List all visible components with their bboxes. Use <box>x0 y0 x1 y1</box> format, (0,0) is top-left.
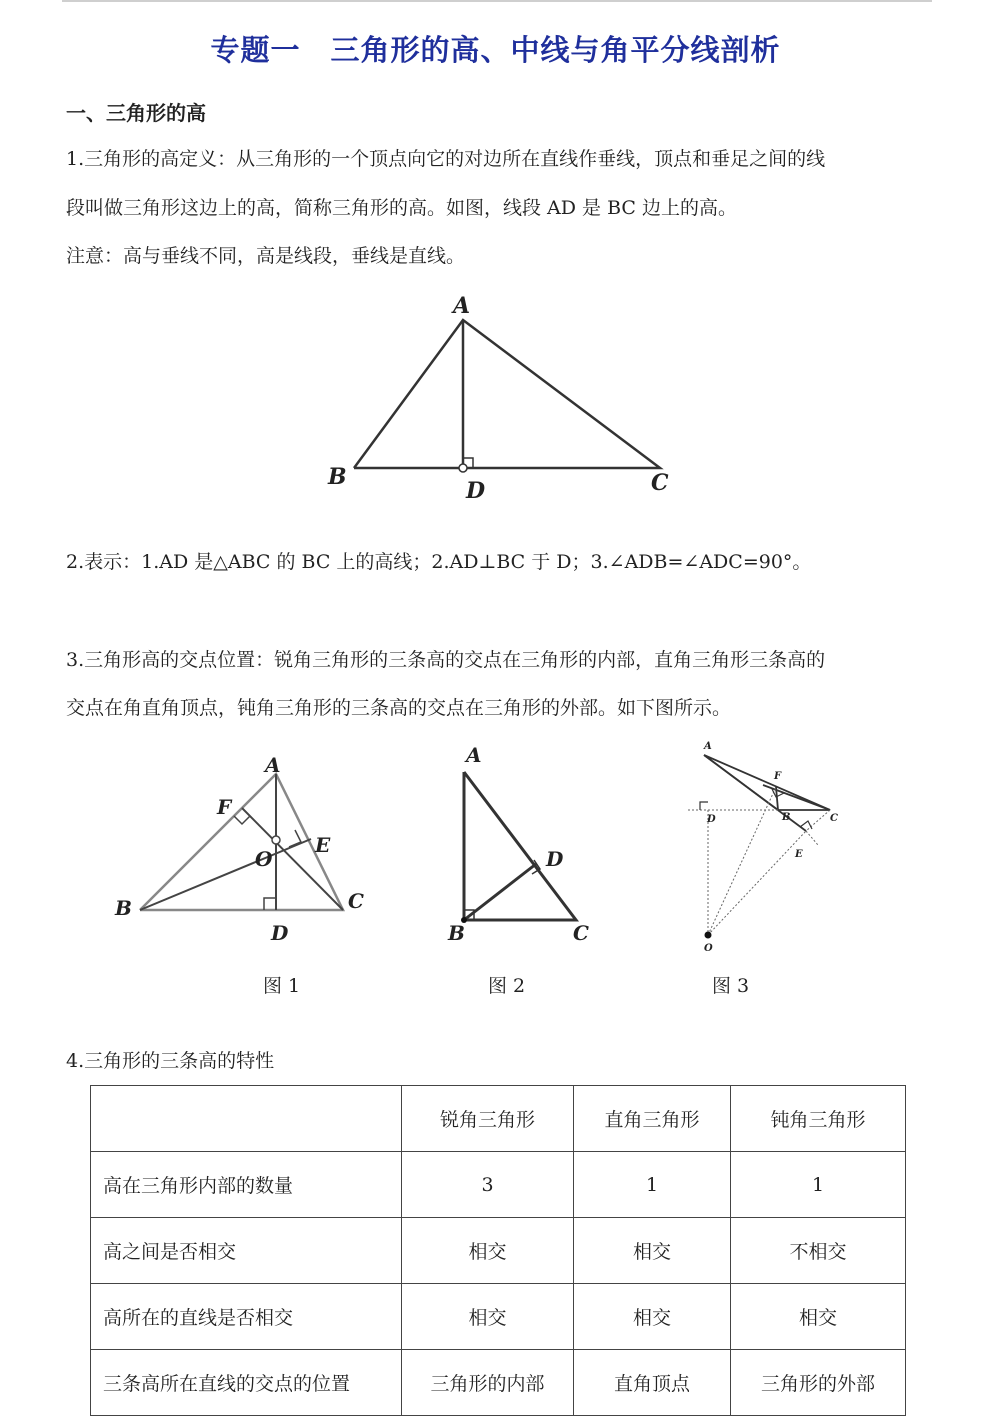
fig2-label-A: A <box>466 743 482 767</box>
table-cell: 相交 <box>402 1218 574 1284</box>
section-heading: 一、三角形的高 <box>66 101 206 125</box>
properties-heading: 4.三角形的三条高的特性 <box>66 1050 275 1072</box>
intersection-line-2: 交点在角直角顶点，钝角三角形的三条高的交点在三角形的外部。如下图所示。 <box>66 697 732 719</box>
table-cell: 不相交 <box>731 1218 906 1284</box>
table-cell: 相交 <box>731 1284 906 1350</box>
notation-text: 2.表示：1.AD 是△ABC 的 BC 上的高线；2.AD⊥BC 于 D；3.∠ADB=∠ADC=90°。 <box>66 551 812 573</box>
header-cell: 锐角三角形 <box>402 1086 574 1152</box>
fig2-label-D: D <box>546 847 564 871</box>
definition-line-2: 段叫做三角形这边上的高，简称三角形的高。如图，线段 AD 是 BC 边上的高。 <box>66 197 737 219</box>
fig3-label-A: A <box>704 741 712 752</box>
label-A: A <box>453 293 471 319</box>
table-cell: 相交 <box>574 1218 731 1284</box>
table-row <box>91 1218 906 1284</box>
label-B: B <box>328 464 347 490</box>
table-row <box>91 1284 906 1350</box>
label-D: D <box>466 478 486 504</box>
fig2-label-C: C <box>573 921 589 945</box>
fig1-label-A: A <box>265 753 281 777</box>
figure-3-obtuse <box>680 735 860 965</box>
altitude-properties-table <box>90 1085 906 1416</box>
fig3-label-F: F <box>774 771 782 782</box>
fig1-label-O: O <box>255 847 273 871</box>
table-cell: 相交 <box>402 1284 574 1350</box>
fig3-label-O: O <box>704 943 713 954</box>
fig3-label-D: D <box>707 814 716 825</box>
main-triangle-figure <box>320 288 690 508</box>
row-label: 高在三角形内部的数量 <box>91 1152 402 1218</box>
note-text: 注意：高与垂线不同，高是线段，垂线是直线。 <box>66 245 466 267</box>
table-row <box>91 1350 906 1416</box>
table-cell: 三角形的外部 <box>731 1350 906 1416</box>
figure-3-caption: 图 3 <box>712 975 750 997</box>
figure-2-right <box>440 740 600 950</box>
table-cell: 1 <box>731 1152 906 1218</box>
fig3-label-E: E <box>795 849 803 860</box>
fig1-label-C: C <box>348 889 364 913</box>
definition-line-1: 1.三角形的高定义：从三角形的一个顶点向它的对边所在直线作垂线，顶点和垂足之间的线 <box>66 148 826 170</box>
page-title: 专题一 三角形的高、中线与角平分线剖析 <box>210 33 781 67</box>
header-cell <box>91 1086 402 1152</box>
row-label: 高之间是否相交 <box>91 1218 402 1284</box>
intersection-line-1: 3.三角形高的交点位置：锐角三角形的三条高的交点在三角形的内部，直角三角形三条高的 <box>66 649 826 671</box>
figure-1-caption: 图 1 <box>263 975 301 997</box>
figure-1-acute <box>105 748 385 948</box>
figure-2-caption: 图 2 <box>488 975 526 997</box>
row-label: 三条高所在直线的交点的位置 <box>91 1350 402 1416</box>
label-C: C <box>651 470 669 496</box>
header-cell: 钝角三角形 <box>731 1086 906 1152</box>
fig2-label-B: B <box>448 921 465 945</box>
table-cell: 1 <box>574 1152 731 1218</box>
fig1-label-F: F <box>217 795 232 819</box>
fig3-label-B: B <box>782 812 791 823</box>
row-label: 高所在的直线是否相交 <box>91 1284 402 1350</box>
top-rule <box>62 0 932 2</box>
table-cell: 三角形的内部 <box>402 1350 574 1416</box>
header-cell: 直角三角形 <box>574 1086 731 1152</box>
table-row <box>91 1152 906 1218</box>
fig3-label-C: C <box>830 813 838 824</box>
table-header-row <box>91 1086 906 1152</box>
table-cell: 直角顶点 <box>574 1350 731 1416</box>
fig1-label-E: E <box>315 833 331 857</box>
table-cell: 3 <box>402 1152 574 1218</box>
fig1-label-D: D <box>271 921 289 945</box>
fig1-label-B: B <box>115 896 132 920</box>
table-cell: 相交 <box>574 1284 731 1350</box>
